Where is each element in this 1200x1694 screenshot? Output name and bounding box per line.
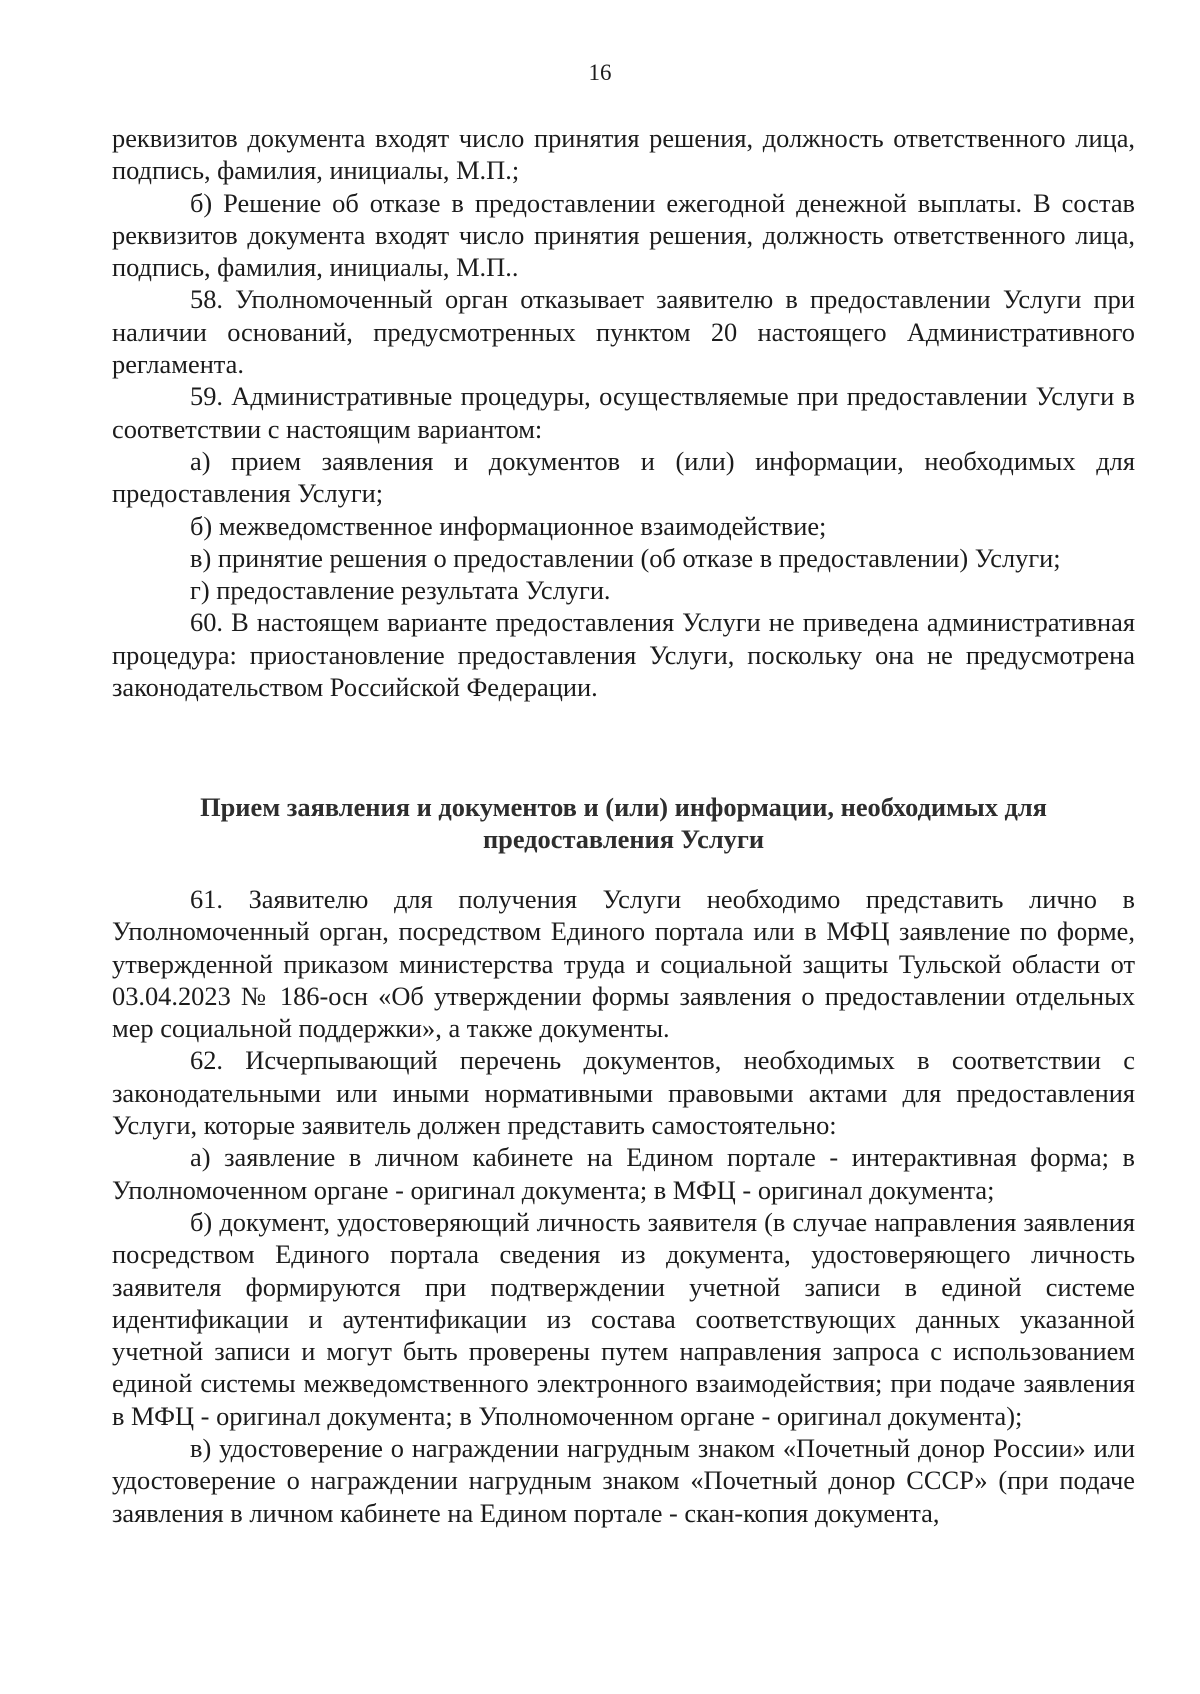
paragraph: в) принятие решения о предоставлении (об отказе в предоставлении) Услуги; — [190, 542, 1061, 573]
section-heading — [112, 791, 1135, 855]
paragraph: а) заявление в личном кабинете на Едином портале - интерактивная форма; в Уполномоченном органе - оригинал документа; в МФЦ - оригинал документа; — [112, 1142, 1135, 1205]
body-section-top — [112, 122, 1135, 703]
paragraph: 62. Исчерпывающий перечень документов, необходимых в соответствии с законодательными или иными нормативными правовыми актами для предоставления Услуги, которые заявитель должен представить самостоятельно: — [112, 1045, 1135, 1141]
paragraph: г) предоставление результата Услуги. — [190, 575, 611, 606]
paragraph: 61. Заявителю для получения Услуги необходимо представить лично в Уполномоченный орган, посредством Единого портала или в МФЦ заявление по форме, утвержденной приказом министерства труда и социальной защиты Тульской области от 03.04.2023 № 186-осн «Об утверждении формы заявления о предоставлении отдельных мер социальной поддержки», а также документы. — [112, 884, 1135, 1044]
section-heading-line: предоставления Услуги — [482, 824, 765, 854]
paragraph: 60. В настоящем варианте предоставления Услуги не приведена административная процедура: приостановление предоставления Услуги, поскольку она не предусмотрена законодательством Российской Федерации. — [112, 607, 1135, 703]
paragraph: а) прием заявления и документов и (или) информации, необходимых для предоставления Услуги; — [112, 445, 1135, 509]
paragraph: 59. Административные процедуры, осуществляемые при предоставлении Услуги в соответствии с настоящим вариантом: — [112, 381, 1135, 444]
paragraph: в) удостоверение о награждении нагрудным знаком «Почетный донор России» или удостоверение о награждении нагрудным знаком «Почетный донор СССР» (при подаче заявления в личном кабинете на Едином портале - скан-копия документа, — [112, 1433, 1135, 1528]
paragraph: б) документ, удостоверяющий личность заявителя (в случае направления заявления посредством Единого портала сведения из документа, удостоверяющего личность заявителя формируются при подтверждении учетной записи в единой системе идентификации и аутентификации из состава соответствующих данных указанной учетной записи и могут быть проверены путем направления запроса с использованием единой системы межведомственного электронного взаимодействия; при подаче заявления в МФЦ - оригинал документа; в Уполномоченном органе - оригинал документа); — [112, 1206, 1135, 1431]
paragraph: 58. Уполномоченный орган отказывает заявителю в предоставлении Услуги при наличии оснований, предусмотренных пунктом 20 настоящего Административного регламента. — [112, 284, 1135, 380]
paragraph: б) Решение об отказе в предоставлении ежегодной денежной выплаты. В состав реквизитов документа входят число принятия решения, должность ответственного лица, подпись, фамилия, инициалы, М.П.. — [112, 187, 1135, 283]
section-heading-line: Прием заявления и документов и (или) информации, необходимых для — [200, 792, 1047, 822]
paragraph: реквизитов документа входят число принятия решения, должность ответственного лица, подпись, фамилия, инициалы, М.П.; — [112, 123, 1135, 186]
body-section-bottom — [112, 883, 1135, 1529]
paragraph: б) межведомственное информационное взаимодействие; — [190, 510, 827, 541]
page-number: 16 — [588, 60, 612, 85]
